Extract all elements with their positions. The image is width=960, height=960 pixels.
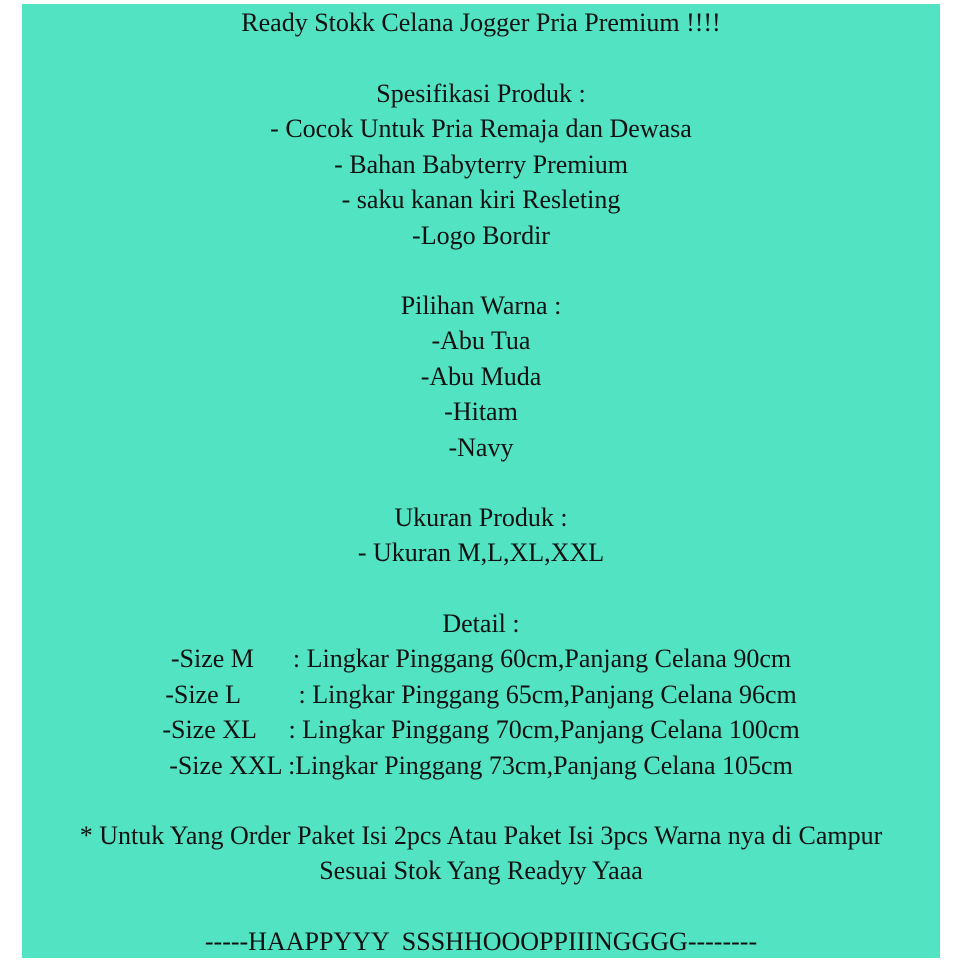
detail-size-xxl: -Size XXL :Lingkar Pinggang 73cm,Panjang Celana 105cm [169,751,793,780]
footer-greeting: -----HAAPPYYY SSSHHOOOPPIIINGGGG-------- [204,927,758,956]
spesifikasi-heading: Spesifikasi Produk : [376,79,586,108]
detail-size-m: -Size M : Lingkar Pinggang 60cm,Panjang Celana 90cm [170,644,792,673]
warna-item: -Abu Tua [431,326,531,355]
warna-item: -Abu Muda [420,362,542,391]
detail-size-l: -Size L : Lingkar Pinggang 65cm,Panjang Celana 96cm [165,680,797,709]
spesifikasi-item: - saku kanan kiri Resleting [341,185,621,214]
warna-item: -Navy [448,433,514,462]
order-note: * Untuk Yang Order Paket Isi 2pcs Atau Paket Isi 3pcs Warna nya di Campur [79,821,883,850]
product-description-panel [22,4,940,958]
warna-heading: Pilihan Warna : [400,291,562,320]
product-title: Ready Stokk Celana Jogger Pria Premium !!!! [241,8,721,37]
spesifikasi-item: -Logo Bordir [412,221,550,250]
spesifikasi-item: - Bahan Babyterry Premium [334,150,628,179]
detail-size-xl: -Size XL : Lingkar Pinggang 70cm,Panjang Celana 100cm [162,715,800,744]
spesifikasi-item: - Cocok Untuk Pria Remaja dan Dewasa [270,114,692,143]
order-note-continued: Sesuai Stok Yang Readyy Yaaa [319,856,643,885]
ukuran-item: - Ukuran M,L,XL,XXL [357,538,605,567]
warna-item: -Hitam [444,397,518,426]
detail-heading: Detail : [442,609,520,638]
ukuran-heading: Ukuran Produk : [394,503,568,532]
